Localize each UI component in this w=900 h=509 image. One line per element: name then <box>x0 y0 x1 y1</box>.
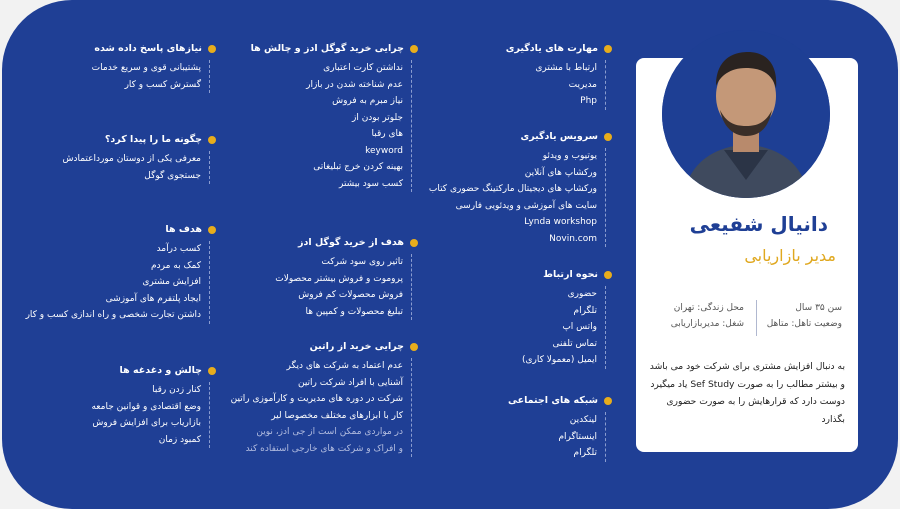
list-item: پشتیبانی قوی و سریع خدمات <box>91 63 201 73</box>
list-item: Lynda workshop <box>524 217 597 227</box>
section-title: چرایی خرید گوگل ادز و چالش ها <box>250 43 404 54</box>
bullet-dot <box>604 133 612 141</box>
bullet-dot <box>208 136 216 144</box>
section-title: شبکه های اجتماعی <box>508 395 598 406</box>
list-item: کمک به مردم <box>151 260 201 271</box>
bullet-dot <box>208 45 216 53</box>
section-title: چالش و دغدغه ها <box>119 365 202 376</box>
list-item: گسترش کسب و کار <box>124 79 201 90</box>
bullet-dot <box>410 45 418 53</box>
list-item: اینستاگرام <box>558 431 597 442</box>
bullet-dot <box>208 226 216 234</box>
list-item: تبلیغ محصولات و کمپین ها <box>305 306 403 317</box>
list-item: داشتن تجارت شخصی و راه اندازی کسب و کار <box>25 310 201 320</box>
section-needs-answered <box>92 42 202 93</box>
section-title: هدف ها <box>165 224 202 235</box>
section-list <box>26 241 210 324</box>
list-item: تاثیر روی سود شرکت <box>321 257 403 267</box>
section-list <box>92 60 210 93</box>
list-item: ایجاد پلتفرم های آموزشی <box>105 293 201 304</box>
list-item: ورکشاپ های دیجیتال مارکتینگ حضوری کتاب <box>428 184 597 194</box>
list-item: کمبود زمان <box>158 434 201 445</box>
section-learning-service <box>429 130 598 247</box>
list-item: تلگرام <box>573 305 597 316</box>
marital-status-text: وضعیت تاهل: متاهل <box>766 319 842 329</box>
age-text: سن ۳۵ سال <box>795 303 842 313</box>
list-item: کنار زدن رقبا <box>152 385 201 395</box>
list-item: کسب درآمد <box>156 244 201 254</box>
section-social-networks <box>508 394 598 462</box>
bullet-dot <box>410 239 418 247</box>
list-item: ورکشاپ های آنلاین <box>524 167 597 178</box>
list-item: بازاریاب برای افزایش فروش <box>92 418 201 428</box>
list-item: بهینه کردن خرج تبلیغاتی <box>313 162 403 172</box>
about-text: به دنبال افزایش مشتری برای شرکت خود می باشد و بیشتر مطالب را به صورت Sef Study یاد میگیرد دوست دارد که قرارهایش را به صورت حضوری بگذارد <box>649 361 845 425</box>
info-left <box>671 300 744 332</box>
section-list <box>91 382 210 448</box>
list-item: سایت های آموزشی و ویدئویی فارسی <box>455 200 597 211</box>
list-item: کسب سود بیشتر <box>338 178 403 189</box>
info-divider <box>756 300 757 336</box>
list-item: شرکت در دوره های مدیریت و کارآموزی راتین <box>230 394 403 404</box>
list-item: فروش محصولات کم فروش <box>298 290 403 300</box>
section-contact-method <box>522 268 598 369</box>
job-text: شغل: مدیربازاریابی <box>670 319 744 329</box>
list-item: مدیریت <box>568 79 597 90</box>
section-challenges <box>91 364 202 448</box>
list-item: کار با ابزارهای مختلف مخصوصا لیر <box>271 410 403 421</box>
list-item: جستجوی گوگل <box>144 170 201 181</box>
section-list <box>275 254 412 320</box>
profile-name: دانیال شفیعی <box>689 212 828 236</box>
section-list <box>506 60 606 110</box>
list-item: تماس تلفنی <box>552 338 597 349</box>
list-item: ارتباط با مشتری <box>535 63 597 73</box>
section-why-google-ads <box>251 42 404 192</box>
list-item: نداشتن کارت اعتباری <box>323 63 403 73</box>
section-learning-skills <box>506 42 598 110</box>
section-title: چرایی خرید از راتین <box>309 341 404 352</box>
list-item: نیاز مبرم به فروش <box>332 96 403 106</box>
list-item: پروموت و فروش بیشتر محصولات <box>275 273 403 284</box>
section-list <box>429 148 606 247</box>
list-item: Php <box>580 96 597 106</box>
section-why-ratin <box>231 340 404 457</box>
list-item: افزایش مشتری <box>142 277 201 287</box>
section-title: چگونه ما را پیدا کرد؟ <box>104 134 202 145</box>
list-item: معرفی یکی از دوستان مورداعتمادش <box>62 154 201 164</box>
list-item: در مواردی ممکن است از جی ادز، نوین <box>256 427 403 437</box>
section-title: نحوه ارتباط <box>543 269 598 280</box>
list-item: عدم شناخته شدن در بازار <box>306 79 403 90</box>
section-how-found-us <box>62 133 202 184</box>
section-goals <box>26 223 202 324</box>
section-title: سرویس یادگیری <box>520 131 598 142</box>
section-list <box>251 60 412 192</box>
bullet-dot <box>604 45 612 53</box>
list-item: و افراک و شرکت های خارجی استفاده کند <box>245 443 403 454</box>
list-item: جلوتر بودن از <box>351 112 403 123</box>
section-list <box>508 412 606 462</box>
section-list <box>522 286 606 369</box>
list-item: ایمیل (معمولا کاری) <box>521 355 597 365</box>
list-item: تلگرام <box>573 448 597 458</box>
bullet-dot <box>604 271 612 279</box>
profile-photo <box>662 30 830 198</box>
section-google-ads-goal <box>275 236 404 320</box>
residence-text: محل زندگی: تهران <box>673 303 744 313</box>
profile-role: مدیر بازاریابی <box>744 246 836 265</box>
list-item: وضع اقتصادی و قوانین جامعه <box>91 401 201 412</box>
bullet-dot <box>604 397 612 405</box>
list-item: آشنایی با افراد شرکت راتین <box>297 377 403 388</box>
list-item: واتس اپ <box>562 322 597 332</box>
section-list <box>231 358 412 457</box>
list-item: های رقبا <box>371 129 403 139</box>
list-item: حضوری <box>567 289 597 299</box>
list-item: Novin.com <box>549 233 597 244</box>
section-list <box>62 151 210 184</box>
bullet-dot <box>208 367 216 375</box>
section-title: مهارت های یادگیری <box>505 43 598 54</box>
info-right <box>767 300 842 332</box>
section-title: نیازهای پاسخ داده شده <box>94 43 202 54</box>
list-item: عدم اعتماد به شرکت های دیگر <box>286 361 403 371</box>
list-item: لینکدین <box>569 415 597 425</box>
bullet-dot <box>410 343 418 351</box>
list-item: keyword <box>365 145 403 156</box>
list-item: یوتیوب و ویدئو <box>542 151 597 161</box>
section-title: هدف از خرید گوگل ادز <box>298 237 404 248</box>
